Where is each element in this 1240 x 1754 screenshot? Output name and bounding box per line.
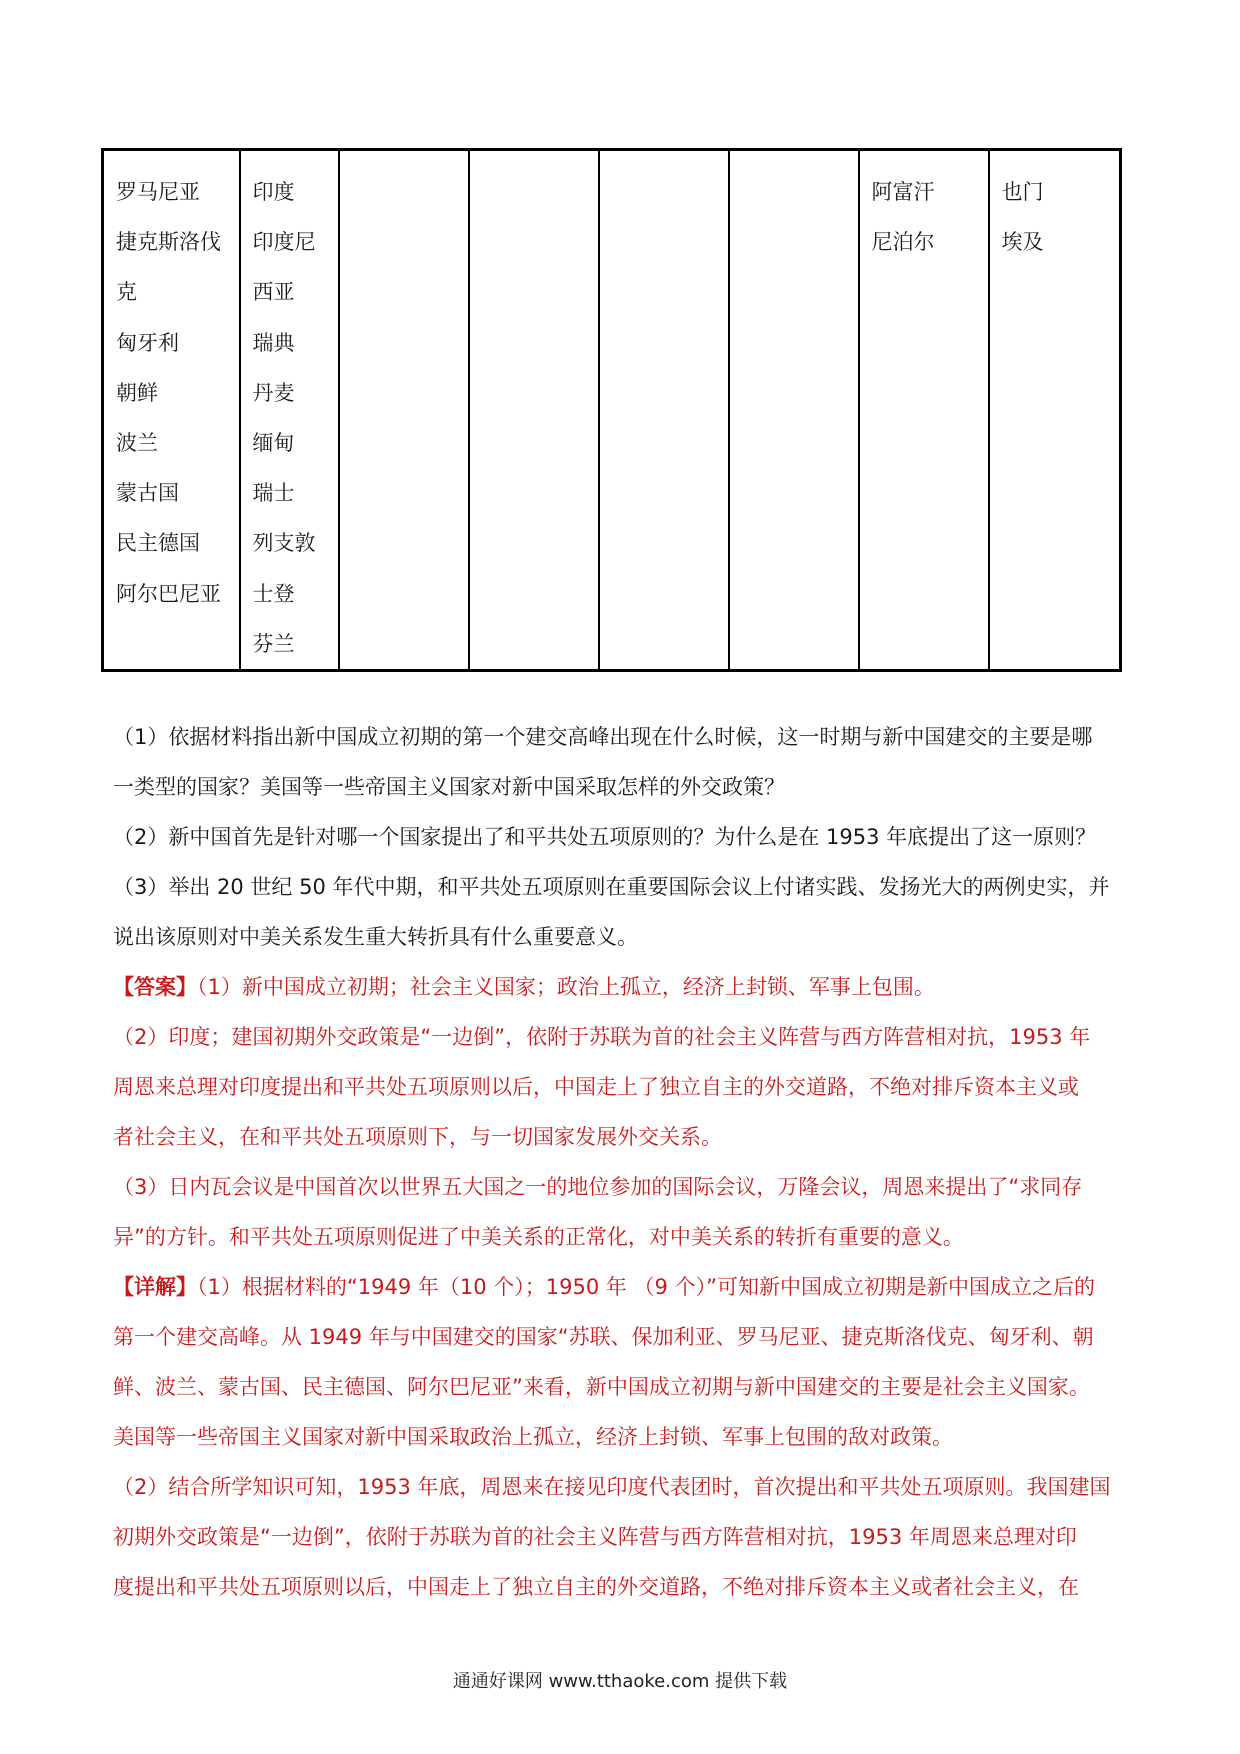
table-cell-col4 xyxy=(469,150,599,671)
country-name: 捷克斯洛伐 xyxy=(116,230,221,255)
explanation-text: 美国等一些帝国主义国家对新中国采取政治上孤立，经济上封锁、军事上包围的敌对政策。 xyxy=(113,1425,953,1449)
country-name: 西亚 xyxy=(252,280,295,305)
table-row xyxy=(103,150,1121,671)
answer-text: 者社会主义，在和平共处五项原则下，与一切国家发展外交关系。 xyxy=(113,1125,722,1149)
country-name: 列支敦 xyxy=(252,531,316,556)
explanation-text: 初期外交政策是“一边倒”，依附于苏联为首的社会主义阵营与西方阵营相对抗，1953 年周恩来总理对印 xyxy=(113,1525,1077,1549)
country-name: 阿尔巴尼亚 xyxy=(116,581,221,606)
answer-text: （1）新中国成立初期；社会主义国家；政治上孤立，经济上封锁、军事上包围。 xyxy=(197,975,935,999)
answer-section xyxy=(113,962,1133,1262)
country-table xyxy=(101,148,1122,672)
answer-line xyxy=(113,962,1133,1012)
answer-text: （3）日内瓦会议是中国首次以世界五大国之一的地位参加的国际会议，万隆会议，周恩来提出了“求同存 xyxy=(113,1175,1083,1199)
question-text: （1）依据材料指出新中国成立初期的第一个建交高峰出现在什么时候，这一时期与新中国建交的主要是哪 xyxy=(113,725,1093,749)
answer-text: 异”的方针。和平共处五项原则促进了中美关系的正常化，对中美关系的转折有重要的意义。 xyxy=(113,1225,964,1249)
answer-text: （2）印度；建国初期外交政策是“一边倒”，依附于苏联为首的社会主义阵营与西方阵营相对抗，1953 年 xyxy=(113,1025,1091,1049)
question-1 xyxy=(113,712,1133,962)
country-name: 士登 xyxy=(252,581,295,606)
country-name: 瑞士 xyxy=(252,481,295,506)
country-name: 克 xyxy=(116,280,137,305)
country-name: 尼泊尔 xyxy=(871,230,935,255)
question-text: （2）新中国首先是针对哪一个国家提出了和平共处五项原则的？为什么是在 1953 年底提出了这一原则？ xyxy=(113,825,1097,849)
country-name: 蒙古国 xyxy=(116,481,179,506)
country-name: 波兰 xyxy=(116,431,158,456)
table-cell-col6 xyxy=(729,150,859,671)
table-cell-col2 xyxy=(240,150,339,671)
question-text: 一类型的国家？美国等一些帝国主义国家对新中国采取怎样的外交政策？ xyxy=(113,775,785,799)
country-name: 民主德国 xyxy=(116,531,200,556)
table-cell-col7 xyxy=(859,150,989,671)
explanation-text: （2）结合所学知识可知，1953 年底，周恩来在接见印度代表团时，首次提出和平共处五项原则。我国建国 xyxy=(113,1475,1111,1499)
table-cell-col1 xyxy=(103,150,240,671)
explanation-text: （1）根据材料的“1949 年（10 个）；1950 年 （9 个）”可知新中国成立初期是新中国成立之后的 xyxy=(197,1275,1095,1299)
country-name: 朝鲜 xyxy=(116,380,158,405)
country-name: 芬兰 xyxy=(252,631,295,656)
page-footer: 通通好课网 www.tthaoke.com 提供下载 xyxy=(452,1671,788,1692)
country-name: 缅甸 xyxy=(252,431,295,456)
explanation-tag: 【详解】 xyxy=(113,1275,197,1299)
explanation-text: 第一个建交高峰。从 1949 年与中国建交的国家“苏联、保加利亚、罗马尼亚、捷克斯洛伐克、匈牙利、朝 xyxy=(113,1325,1094,1349)
table-cell-col3 xyxy=(339,150,469,671)
table-cell-col8 xyxy=(989,150,1121,671)
explanation-text: 鲜、波兰、蒙古国、民主德国、阿尔巴尼亚”来看，新中国成立初期与新中国建交的主要是社会主义国家。 xyxy=(113,1375,1090,1399)
country-name: 印度 xyxy=(252,180,295,204)
country-name: 印度尼 xyxy=(252,230,316,255)
table-cell-col5 xyxy=(599,150,729,671)
country-name: 瑞典 xyxy=(252,330,295,355)
country-name: 埃及 xyxy=(1001,230,1044,255)
explanation-section xyxy=(113,1262,1133,1612)
explanation-text: 度提出和平共处五项原则以后，中国走上了独立自主的外交道路，不绝对排斥资本主义或者社会主义，在 xyxy=(113,1575,1079,1599)
question-text: （3）举出 20 世纪 50 年代中期，和平共处五项原则在重要国际会议上付诸实践、发扬光大的两例史实，并 xyxy=(113,875,1110,899)
country-name: 丹麦 xyxy=(252,380,295,405)
country-name: 罗马尼亚 xyxy=(116,180,200,204)
answer-text: 周恩来总理对印度提出和平共处五项原则以后，中国走上了独立自主的外交道路，不绝对排斥资本主义或 xyxy=(113,1075,1079,1099)
answer-tag: 【答案】 xyxy=(113,975,197,999)
explanation-line xyxy=(113,1262,1133,1312)
question-text: 说出该原则对中美关系发生重大转折具有什么重要意义。 xyxy=(113,925,638,949)
country-name: 阿富汗 xyxy=(871,180,935,204)
country-name: 也门 xyxy=(1001,180,1044,204)
country-name: 匈牙利 xyxy=(116,330,179,355)
